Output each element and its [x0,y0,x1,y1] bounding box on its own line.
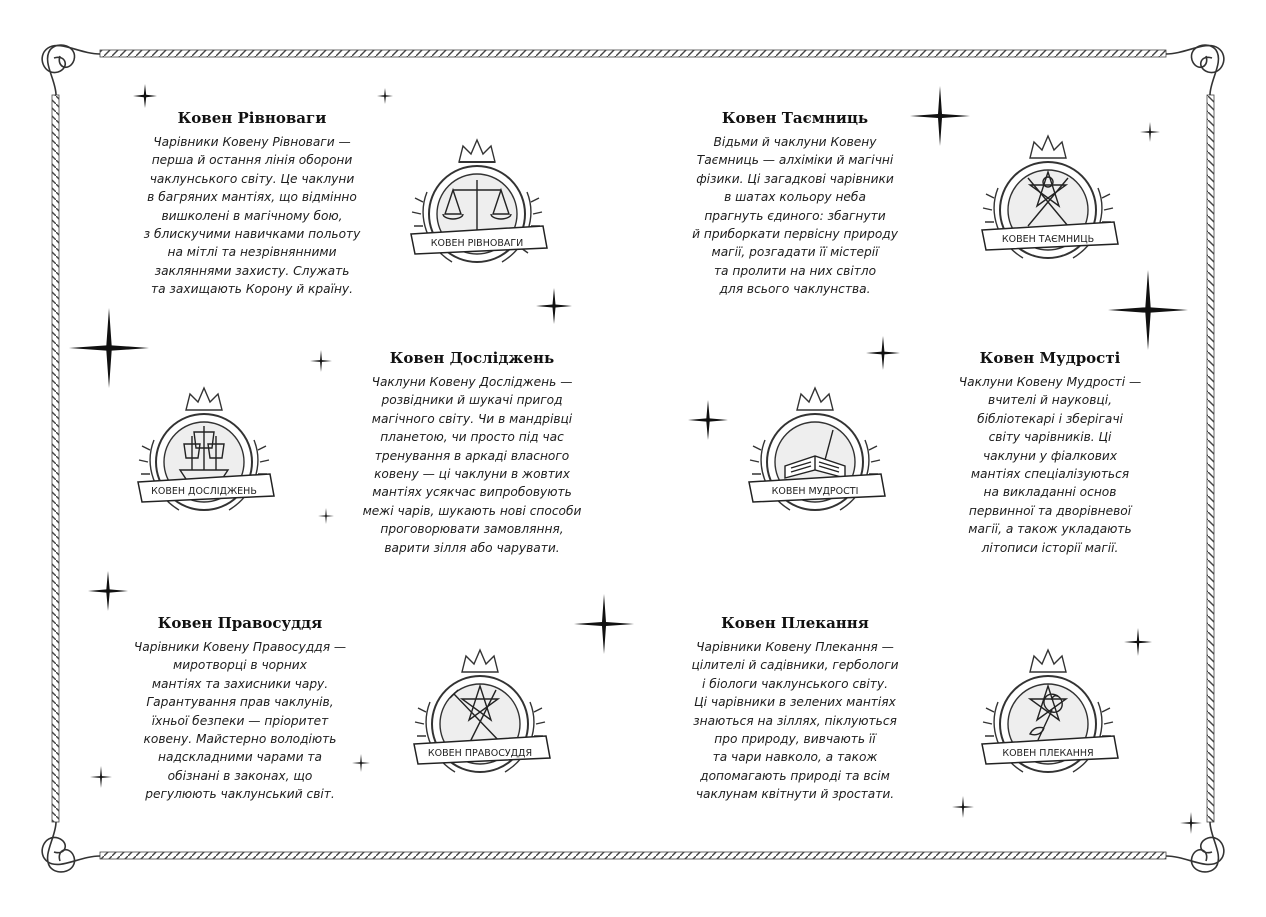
coven-description: Чарівники Ковену Рівноваги — перша й остання лінія оборони чаклунського світу. Це чаклуни в багряних мантіях, що відмінно вишколені в магічному бою, з блискучими навичками польоту на мітлі та незрівнянними закляннями захисту. Служать та захищають Корону й країну. [143,135,361,297]
coven-title: Ковен Досліджень [389,349,555,367]
corner-flourish-top-right [1166,45,1224,95]
coven-section-wisdom [910,349,1190,557]
coven-description: Чаклуни Ковену Мудрості — вчителі й науковці, бібліотекарі і зберігачі світу чарівників. Ці чаклуни у фіалкових мантіях спеціалізуються на викладанні основ первинної та дворівневої магії, а також укладають літописи історії магії. [958,375,1142,555]
coven-badge-label: КОВЕН ТАЄМНИЦЬ [1001,234,1095,245]
coven-description: Чарівники Ковену Правосуддя — миротворці в чорних мантіях та захисники чару. Гарантування прав чаклунів, їхньої безпеки — пріоритет ковену. Майстерно володіють надскладними чарами та обізнані в законах, що регулюють чаклунський світ. [133,640,347,802]
coven-section-nurture [655,614,935,804]
coven-title: Ковен Рівноваги [177,109,327,127]
coven-section-mysteries [655,109,935,299]
sparkle-icon [377,88,393,104]
coven-description: Чарівники Ковену Плекання — цілителі й садівники, гербологи і біологи чаклунського світу. Ці чарівники в зелених мантіях знаються на зіллях, піклуються про природу, вивчають її та чари навколо, а також допомагають природі та всім чаклунам квітнути й зростати. [691,640,899,802]
coven-badge-label: КОВЕН ПРАВОСУДДЯ [427,748,533,759]
coven-emblem-balance [397,122,557,282]
coven-emblem-justice [400,632,560,792]
coven-badge-label: КОВЕН ПЛЕКАННЯ [1002,748,1094,759]
coven-badge-label: КОВЕН ДОСЛІДЖЕНЬ [151,486,257,497]
sparkle-icon [1124,628,1152,656]
coven-title: Ковен Плекання [721,614,869,632]
coven-emblem-nurture [968,632,1128,792]
sparkle-icon [574,594,634,654]
coven-title: Ковен Правосуддя [157,614,323,632]
coven-description: Відьми й чаклуни Ковену Таємниць — алхіміки й магічні фізики. Ці загадкові чарівники в шатах кольору неба прагнуть єдиного: збагнути й приборкати первісну природу магії, розгадати її містерії та пролити на них світло для всього чаклунства. [692,135,898,297]
coven-emblem-research [124,370,284,530]
coven-badge-label: КОВЕН РІВНОВАГИ [430,238,524,249]
coven-description: Чаклуни Ковену Досліджень — розвідники й шукачі пригод магічного світу. Чи в мандрівці планетою, чи просто під час тренування в аркаді власного ковену — ці чаклуни в жовтих мантіях усякчас випробовують межі чарів, шукають нові способи проговорювати замовляння, варити зілля або чарувати. [362,375,582,555]
coven-emblem-wisdom [735,370,895,530]
coven-badge-label: КОВЕН МУДРОСТІ [771,486,859,497]
sparkle-icon [536,288,572,324]
coven-title: Ковен Мудрості [979,349,1121,367]
coven-title: Ковен Таємниць [721,109,869,127]
sparkle-icon [1140,122,1160,142]
sparkle-icon [866,336,900,370]
sparkle-icon [952,796,974,818]
corner-flourish-bottom-left [42,822,100,872]
sparkle-icon [688,400,728,440]
corner-flourish-top-left [42,45,100,95]
sparkle-icon [1108,270,1188,350]
sparkle-icon [1180,812,1202,834]
sparkle-icon [133,84,157,108]
coven-emblem-mysteries [968,118,1128,278]
coven-section-balance [112,109,392,299]
coven-section-justice [100,614,380,804]
sparkle-icon [88,566,128,616]
coven-section-research [322,349,622,557]
